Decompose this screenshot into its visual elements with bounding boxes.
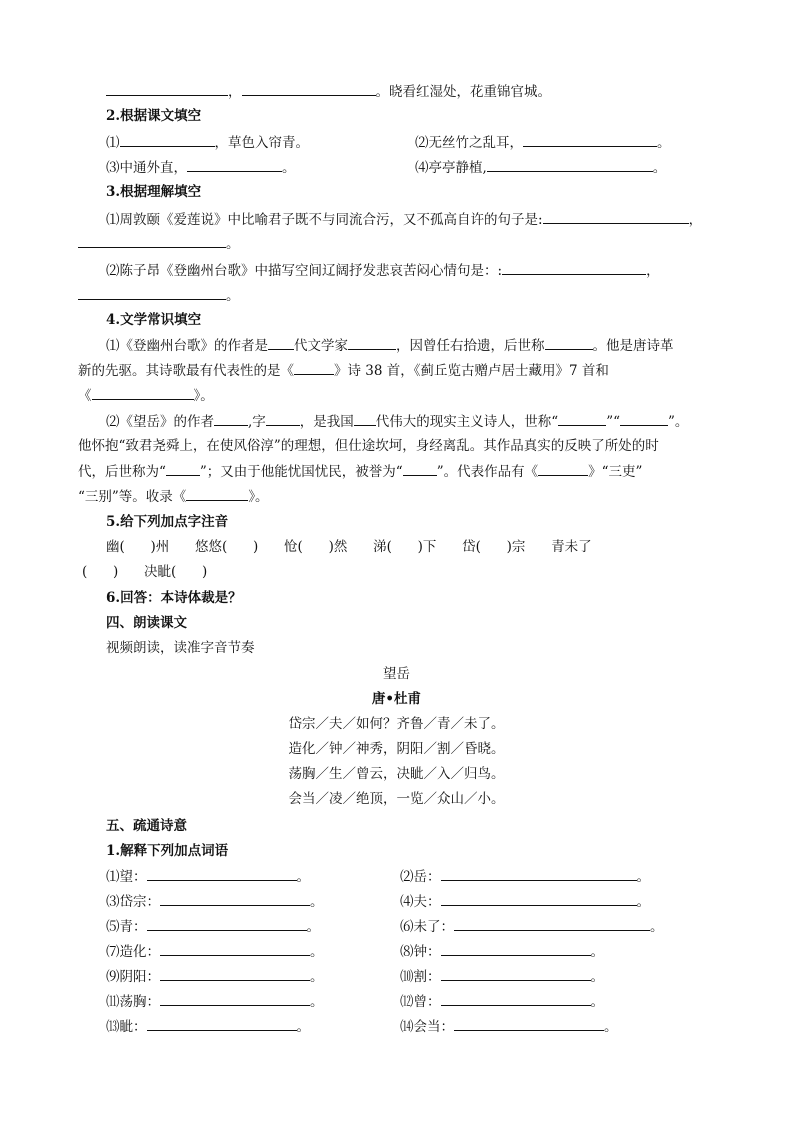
- blank[interactable]: [266, 412, 300, 426]
- blank[interactable]: [92, 386, 194, 400]
- q5-title: 5.给下列加点字注音: [106, 514, 229, 530]
- term-14: ⒁会当： 。: [400, 1019, 618, 1035]
- q4-p1-line3: 《 》。: [78, 388, 214, 404]
- blank[interactable]: [160, 967, 310, 981]
- blank[interactable]: [166, 462, 200, 476]
- term-9: ⑼阴阳： 。: [106, 969, 324, 985]
- blank[interactable]: [502, 261, 646, 275]
- poem-title: 望岳: [383, 666, 410, 682]
- blank[interactable]: [441, 942, 591, 956]
- blank[interactable]: [441, 892, 637, 906]
- term-1: ⑴望： 。: [106, 869, 310, 885]
- term-4: ⑷夫： 。: [400, 894, 650, 910]
- poem-author: 唐•杜甫: [371, 691, 422, 707]
- q2-item-2: ⑵无丝竹之乱耳， 。: [415, 135, 671, 151]
- q4-p2-line3: 代，后世称为“ ”；又由于他能忧国忧民，被誉为“ ”。代表作品有《 》“三吏”: [78, 464, 643, 480]
- blank[interactable]: [147, 917, 307, 931]
- q4-p2-line1: ⑵《望岳》的作者 ,字 ，是我国 代伟大的现实主义诗人，世称“ ”“ ”。: [106, 414, 689, 430]
- blank[interactable]: [160, 992, 310, 1006]
- q3-item-2: ⑵陈子昂《登幽州台歌》中描写空间辽阔抒发悲哀苦闷心情句是：: ，: [106, 263, 660, 279]
- q6-title: 6.回答：本诗体裁是？: [106, 590, 242, 606]
- blank[interactable]: [487, 158, 653, 172]
- term-7: ⑺造化： 。: [106, 944, 324, 960]
- blank[interactable]: [78, 234, 226, 248]
- term-10: ⑽割： 。: [400, 969, 604, 985]
- blank[interactable]: [147, 1017, 297, 1031]
- blank[interactable]: [294, 361, 334, 375]
- blank[interactable]: [186, 487, 248, 501]
- blank[interactable]: [620, 412, 668, 426]
- blank[interactable]: [454, 917, 650, 931]
- blank[interactable]: [120, 133, 215, 147]
- q3-item-1-cont: 。: [78, 234, 240, 253]
- term-8: ⑻钟： 。: [400, 944, 604, 960]
- term-6: ⑹未了： 。: [400, 919, 664, 935]
- q2-item-3: ⑶中通外直， 。: [106, 160, 296, 176]
- blank[interactable]: [348, 336, 396, 350]
- q4-p1-line1: ⑴《登幽州台歌》的作者是 代文学家 ，因曾任右拾遗，后世称 。他是唐诗革: [106, 338, 674, 354]
- term-2: ⑵岳： 。: [400, 869, 650, 885]
- blank[interactable]: [538, 462, 588, 476]
- blank[interactable]: [543, 210, 689, 224]
- poem-line-1: 岱宗／夫／如何？齐鲁／青／未了。: [288, 716, 505, 732]
- q3-title: 3.根据理解填空: [106, 184, 202, 200]
- section-5-sub: 1.解释下列加点词语: [106, 843, 229, 859]
- blank[interactable]: [558, 412, 606, 426]
- q4-title: 4.文学常识填空: [106, 312, 202, 328]
- blank[interactable]: [160, 942, 310, 956]
- term-12: ⑿曾： 。: [400, 994, 604, 1010]
- blank[interactable]: [441, 992, 591, 1006]
- blank[interactable]: [214, 412, 248, 426]
- q2-title: 2.根据课文填空: [106, 108, 202, 124]
- blank[interactable]: [106, 82, 228, 96]
- q4-p2-line4: “三别”等。收录《 》。: [78, 489, 269, 505]
- blank[interactable]: [441, 867, 637, 881]
- section-4-title: 四、朗读课文: [106, 615, 187, 631]
- q2-item-1: ⑴ ，草色入帘青。: [106, 135, 309, 151]
- q2-item-4: ⑷亭亭静植, 。: [415, 160, 667, 176]
- blank[interactable]: [523, 133, 657, 147]
- poem-line-4: 会当／凌／绝顶，一览／众山／小。: [288, 791, 505, 807]
- poem-fill-line: ， 。晓看红湿处，花重锦官城。: [106, 82, 551, 101]
- q3-item-1: ⑴周敦颐《爱莲说》中比喻君子既不与同流合污，又不孤高自许的句子是: ，: [106, 212, 703, 228]
- blank[interactable]: [242, 82, 376, 96]
- term-3: ⑶岱宗： 。: [106, 894, 324, 910]
- q3-item-2-cont: 。: [78, 286, 240, 305]
- blank[interactable]: [268, 336, 294, 350]
- blank[interactable]: [160, 892, 310, 906]
- blank[interactable]: [545, 336, 593, 350]
- blank[interactable]: [403, 462, 437, 476]
- blank[interactable]: [441, 967, 591, 981]
- blank[interactable]: [354, 412, 376, 426]
- q4-p2-line2: 他怀抱“致君尧舜上，在使风俗淳”的理想，但仕途坎坷，身经离乱。其作品真实的反映了所处的时: [78, 438, 659, 454]
- term-11: ⑾荡胸： 。: [106, 994, 324, 1010]
- term-13: ⒀眦： 。: [106, 1019, 310, 1035]
- poem-line-2: 造化／钟／神秀，阴阳／割／昏晓。: [288, 741, 505, 757]
- blank[interactable]: [454, 1017, 604, 1031]
- q4-p1-line2: 新的先驱。其诗歌最有代表性的是《 》诗 38 首，《蓟丘览古赠卢居士藏用》7 首和: [78, 363, 609, 379]
- section-5-title: 五、疏通诗意: [106, 818, 187, 834]
- term-5: ⑸青： 。: [106, 919, 320, 935]
- blank[interactable]: [147, 867, 297, 881]
- section-4-sub: 视频朗读，读准字音节奏: [106, 640, 255, 656]
- poem-line-3: 荡胸／生／曾云，决眦／入／归鸟。: [288, 766, 505, 782]
- blank[interactable]: [78, 286, 226, 300]
- q5-row2: ( ) 决眦( ): [82, 564, 208, 580]
- q5-row1: 幽( )州 悠悠( ) 怆( )然 涕( )下 岱( )宗 青未了: [106, 539, 592, 555]
- blank[interactable]: [187, 158, 282, 172]
